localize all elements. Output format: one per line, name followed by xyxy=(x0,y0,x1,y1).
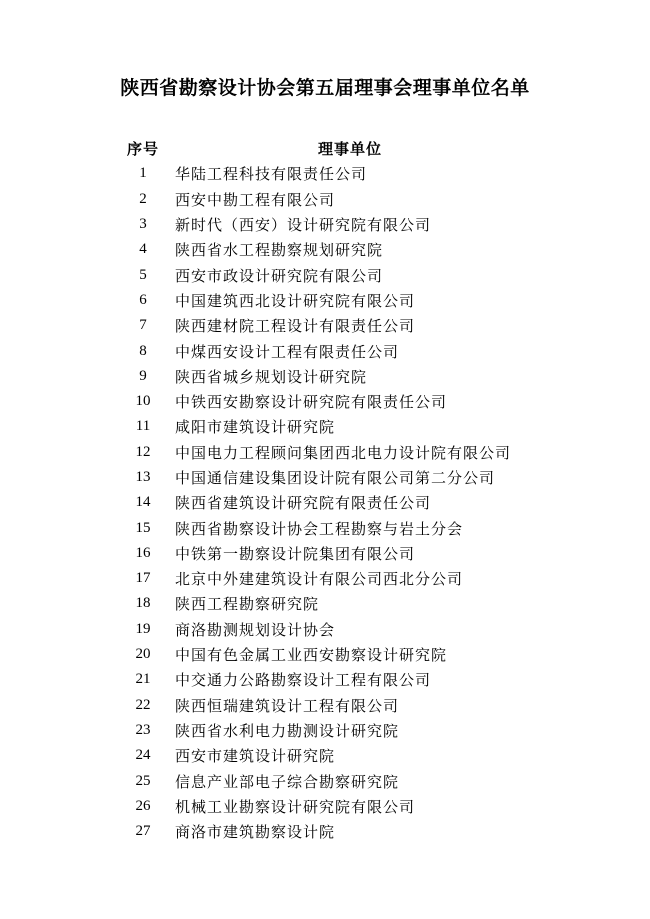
row-index: 18 xyxy=(135,595,151,612)
row-unit-name: 陕西省水工程勘察规划研究院 xyxy=(175,243,384,260)
row-index: 5 xyxy=(139,266,147,283)
row-unit-name: 中煤西安设计工程有限责任公司 xyxy=(175,344,400,361)
row-index: 23 xyxy=(135,721,151,738)
row-unit-name: 商洛勘测规划设计协会 xyxy=(175,622,336,639)
table-row xyxy=(0,667,650,692)
table-row xyxy=(0,465,650,490)
row-unit-name: 咸阳市建筑设计研究院 xyxy=(175,420,336,437)
table-row xyxy=(0,768,650,793)
table-row xyxy=(0,212,650,237)
row-unit-name: 陕西省建筑设计研究院有限责任公司 xyxy=(175,496,432,513)
table-row xyxy=(0,515,650,540)
row-index: 11 xyxy=(135,418,151,435)
row-index: 15 xyxy=(135,519,151,536)
row-unit-name: 信息产业部电子综合勘察研究院 xyxy=(175,774,400,791)
table-row xyxy=(0,693,650,718)
header-unit: 理事单位 xyxy=(317,142,382,159)
row-unit-name: 陕西省城乡规划设计研究院 xyxy=(175,369,368,386)
row-unit-name: 中国电力工程顾问集团西北电力设计院有限公司 xyxy=(175,445,512,462)
row-unit-name: 华陆工程科技有限责任公司 xyxy=(175,167,368,184)
row-index: 2 xyxy=(139,190,147,207)
table-row xyxy=(0,617,650,642)
table-row xyxy=(0,161,650,186)
row-unit-name: 北京中外建建筑设计有限公司西北分公司 xyxy=(175,572,464,589)
row-index: 25 xyxy=(135,772,151,789)
row-index: 22 xyxy=(135,696,151,713)
row-unit-name: 机械工业勘察设计研究院有限公司 xyxy=(175,799,416,816)
table-row xyxy=(0,642,650,667)
table-row xyxy=(0,819,650,844)
row-unit-name: 陕西恒瑞建筑设计工程有限公司 xyxy=(175,698,400,715)
row-index: 6 xyxy=(139,291,147,308)
row-unit-name: 中交通力公路勘察设计工程有限公司 xyxy=(175,673,432,690)
row-unit-name: 中国建筑西北设计研究院有限公司 xyxy=(175,293,416,310)
row-index: 16 xyxy=(135,544,151,561)
row-unit-name: 中铁第一勘察设计院集团有限公司 xyxy=(175,546,416,563)
row-index: 1 xyxy=(139,165,147,182)
row-index: 14 xyxy=(135,494,151,511)
row-index: 12 xyxy=(135,443,151,460)
row-index: 20 xyxy=(135,646,151,663)
table-row xyxy=(0,743,650,768)
row-unit-name: 陕西工程勘察研究院 xyxy=(175,597,320,614)
row-index: 7 xyxy=(139,317,147,334)
table-row xyxy=(0,490,650,515)
row-unit-name: 陕西省勘察设计协会工程勘察与岩土分会 xyxy=(175,521,464,538)
row-index: 10 xyxy=(135,393,151,410)
row-unit-name: 中国有色金属工业西安勘察设计研究院 xyxy=(175,648,448,665)
row-unit-name: 西安市政设计研究院有限公司 xyxy=(175,268,384,285)
table-row xyxy=(0,262,650,287)
table-row xyxy=(0,288,650,313)
row-unit-name: 中铁西安勘察设计研究院有限责任公司 xyxy=(175,395,448,412)
table-row xyxy=(0,794,650,819)
row-index: 26 xyxy=(135,797,151,814)
table-row xyxy=(0,414,650,439)
row-index: 17 xyxy=(135,570,151,587)
row-index: 19 xyxy=(135,620,151,637)
table-row xyxy=(0,338,650,363)
table-row xyxy=(0,566,650,591)
table-row xyxy=(0,237,650,262)
table-row xyxy=(0,313,650,338)
row-unit-name: 陕西省水利电力勘测设计研究院 xyxy=(175,723,400,740)
row-unit-name: 陕西建材院工程设计有限责任公司 xyxy=(175,319,416,336)
table-row xyxy=(0,541,650,566)
row-index: 13 xyxy=(135,469,151,485)
row-unit-name: 新时代（西安）设计研究院有限公司 xyxy=(175,218,432,235)
row-index: 8 xyxy=(139,342,147,359)
row-unit-name: 商洛市建筑勘察设计院 xyxy=(175,825,336,842)
row-unit-name: 西安中勘工程有限公司 xyxy=(175,192,336,209)
member-list xyxy=(0,161,650,844)
row-index: 3 xyxy=(139,216,147,233)
table-header-row xyxy=(0,136,650,161)
table-row xyxy=(0,718,650,743)
page-title: 陕西省勘察设计协会第五届理事会理事单位名单 xyxy=(120,78,530,99)
row-index: 24 xyxy=(135,747,151,764)
table-row xyxy=(0,591,650,616)
row-unit-name: 西安市建筑设计研究院 xyxy=(175,749,336,766)
row-index: 9 xyxy=(139,367,147,384)
row-unit-name: 中国通信建设集团设计院有限公司第二分公司 xyxy=(175,471,496,487)
table-row xyxy=(0,440,650,465)
header-index: 序号 xyxy=(126,142,159,159)
table-row xyxy=(0,187,650,212)
table-row xyxy=(0,389,650,414)
row-index: 21 xyxy=(135,671,151,688)
row-index: 27 xyxy=(135,823,151,840)
member-table xyxy=(0,136,650,844)
table-row xyxy=(0,364,650,389)
row-index: 4 xyxy=(139,241,147,258)
